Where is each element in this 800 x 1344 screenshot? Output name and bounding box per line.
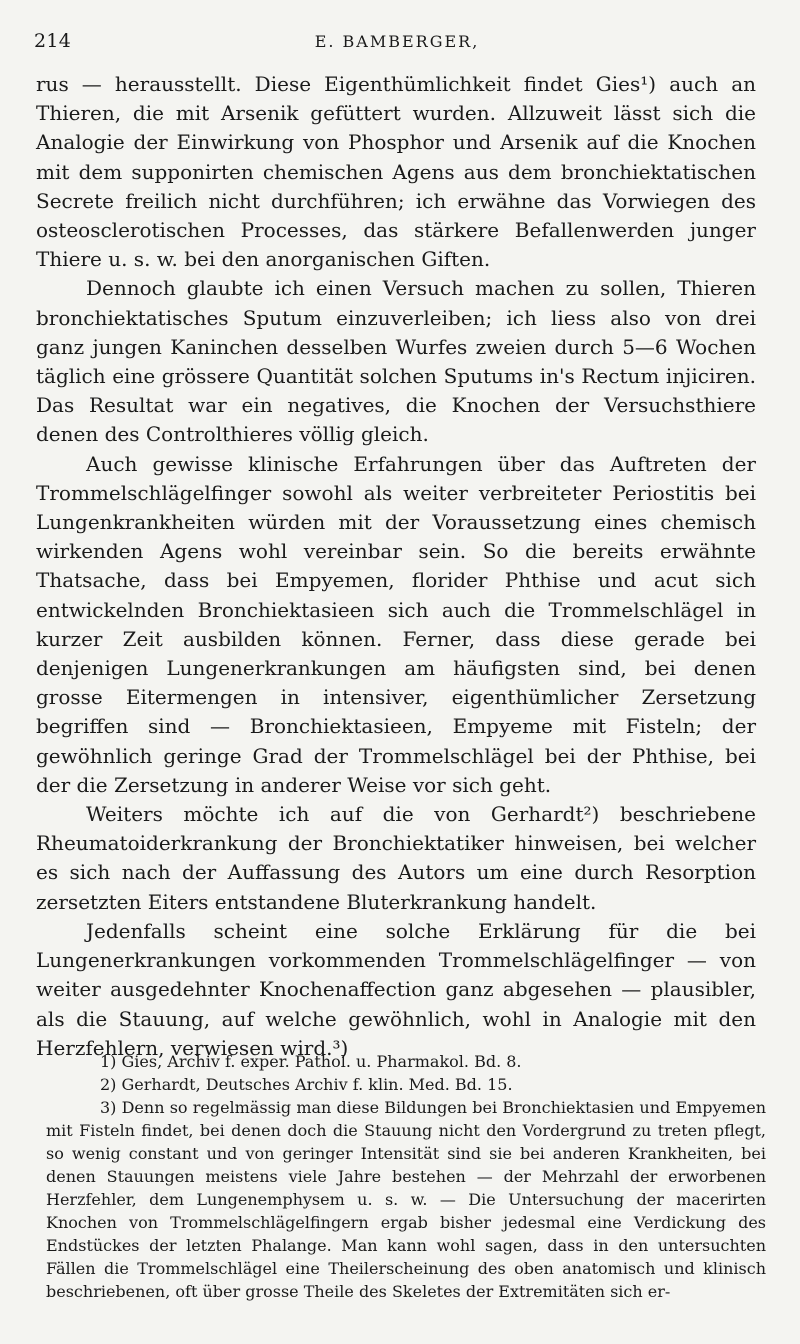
paragraph-1: rus — herausstellt. Diese Eigenthümlichkeit findet Gies¹) auch an Thieren, die mit Arsenik gefüttert wurden. Allzuweit lässt sich die Analogie der Einwirkung von Phosphor und Arsenik auf die Knochen mit dem supponirten chemischen Agens aus dem bronchiektatischen Secrete freilich nicht durchführen; ich erwähne das Vorwiegen des osteosclerotischen Processes, das stärkere Befallenwerden junger Thiere u. s. w. bei den anorganischen Giften. [36,72,756,272]
footnote-3: 3) Denn so regelmässig man diese Bildungen bei Bronchiektasien und Empyemen mit Fisteln findet, bei denen doch die Stauung nicht den Vordergrund zu treten pflegt, so wenig constant und von geringer Intensität sind sie bei anderen Krankheiten, bei denen Stauungen meistens viele Jahre bestehen — der Mehrzahl der erworbenen Herzfehler, dem Lungenemphysem u. s. w. — Die Untersuchung der macerirten Knochen von Trommelschlägelfingern ergab bisher jedesmal eine Verdickung des Endstückes der letzten Phalange. Man kann wohl sagen, dass in den untersuchten Fällen die Trommelschlägel eine Theilerscheinung des oben anatomisch und klinisch beschriebenen, oft über grosse Theile des Skeletes der Extremitäten sich er- [46,1098,766,1301]
page-header [34,30,760,56]
footnotes [46,1050,766,1303]
running-head: E. BAMBERGER, [314,32,480,51]
footnote-2: 2) Gerhardt, Deutsches Archiv f. klin. Med. Bd. 15. [100,1075,513,1094]
main-text [36,70,756,1063]
page-number: 214 [34,30,72,52]
paragraph-2: Dennoch glaubte ich einen Versuch machen zu sollen, Thieren bronchiektatisches Sputum einzuverleiben; ich liess also von drei ganz jungen Kaninchen desselben Wurfes zweien durch 5—6 Wochen täglich eine grössere Quantität solchen Sputums in's Rectum injiciren. Das Resultat war ein negatives, die Knochen der Versuchsthiere denen des Controlthieres völlig gleich. [36,276,756,447]
paragraph-5: Jedenfalls scheint eine solche Erklärung für die bei Lungenerkrankungen vorkommenden Trommelschlägelfinger — von weiter ausgedehnter Knochenaffection ganz abgesehen — plausibler, als die Stauung, auf welche gewöhnlich, wohl in Analogie mit den Herzfehlern, verwiesen wird.³) [36,918,756,1060]
paragraph-3: Auch gewisse klinische Erfahrungen über das Auftreten der Trommelschlägelfinger sowohl als weiter verbreiteter Periostitis bei Lungenkrankheiten würden mit der Voraussetzung eines chemisch wirkenden Agens wohl vereinbar sein. So die bereits erwähnte Thatsache, dass bei Empyemen, florider Phthise und acut sich entwickelnden Bronchiektasieen sich auch die Trommelschlägel in kurzer Zeit ausbilden können. Ferner, dass diese gerade bei denjenigen Lungenerkrankungen am häufigsten sind, bei denen grosse Eitermengen in intensiver, eigenthümlicher Zersetzung begriffen sind — Bronchiektasieen, Empyeme mit Fisteln; der gewöhnlich geringe Grad der Trommelschlägel bei der Phthise, bei der die Zersetzung in anderer Weise vor sich geht. [36,451,756,797]
paragraph-4: Weiters möchte ich auf die von Gerhardt²) beschriebene Rheumatoiderkrankung der Bronchiektatiker hinweisen, bei welcher es sich nach der Auffassung des Autors um eine durch Resorption zersetzten Eiters entstandene Bluterkrankung handelt. [36,802,756,914]
footnote-1: 1) Gies, Archiv f. exper. Pathol. u. Pharmakol. Bd. 8. [100,1052,522,1071]
